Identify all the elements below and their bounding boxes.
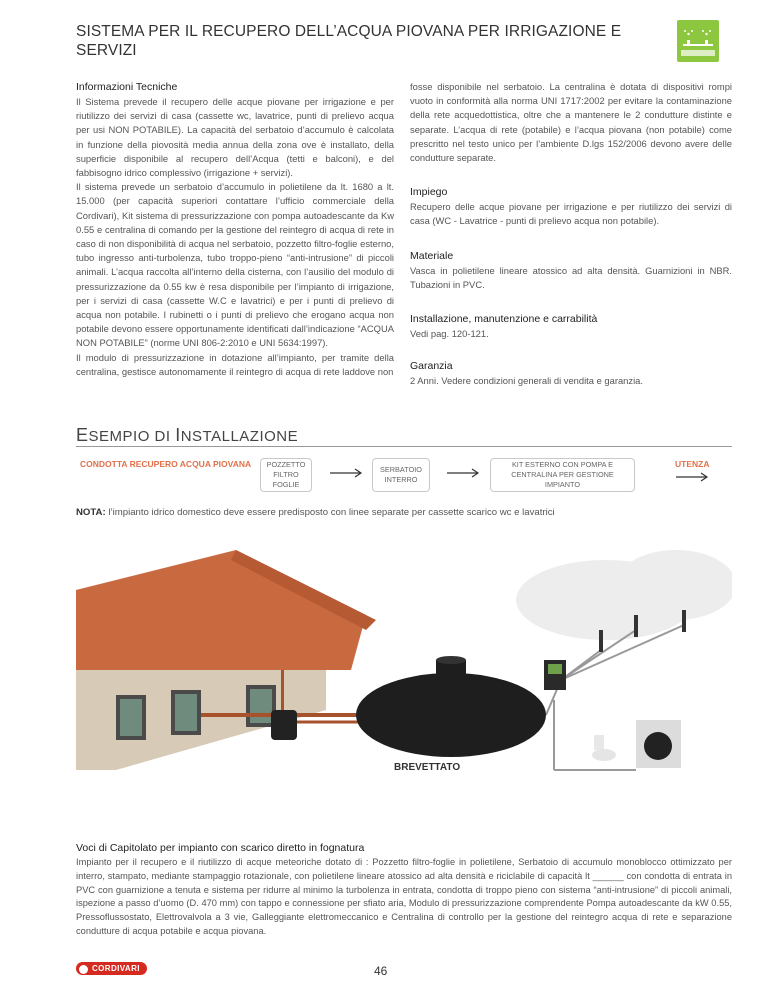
flow-start-label: CONDOTTA RECUPERO ACQUA PIOVANA: [80, 459, 252, 469]
flow-end-label: UTENZA: [675, 459, 710, 469]
filter-pot: [271, 710, 297, 740]
washing-machine: [636, 720, 681, 768]
technical-info-paragraph: Il modulo di pressurizzazione in dotazione all’impianto, per tramite della centralina, gestisce autonomamente il reintegro di acqua di rete laddove non: [76, 351, 394, 377]
section-text: 2 Anni. Vedere condizioni generali di vendita e garanzia.: [410, 375, 643, 387]
page-title: SISTEMA PER IL RECUPERO DELL’ACQUA PIOVANA PER IRRIGAZIONE E SERVIZI: [76, 23, 622, 59]
section-text: Vasca in polietilene lineare atossico ad alta densità. Guarnizioni in NBR. Tubazioni in PVC.: [410, 264, 732, 290]
cordivari-logo: [76, 960, 147, 976]
storage-tank: [356, 656, 546, 757]
installation-heading: ESEMPIO DI INSTALLAZIONE: [76, 425, 299, 445]
page-number: 46: [374, 964, 388, 978]
sprinkler: [634, 615, 638, 637]
section-title: Materiale: [410, 249, 454, 262]
technical-info-continuation: fosse disponibile nel serbatoio. La centralina è dotata di dispositivi rompi vuoto in conformità alla norma UNI 1717:2002 per evitare la contaminazione della rete acquedottistica, oltre che a mantenere le 2 condutture distinte e separate. L’acqua di rete (potabile) e l’acqua piovana (non potabile) come prescritto nel testo unico per l’ambiente D.lgs 152/2006 devono avere delle condutture separate.: [410, 81, 732, 164]
brand-logo: CORDIVARI: [76, 962, 147, 975]
flow-box-tank: SERBATOIO INTERRO: [372, 458, 430, 492]
house: [76, 550, 401, 770]
technical-info-paragraph: Il sistema prevede un serbatoio d’accumulo in polietilene da lt. 1680 a lt. 15.000 (per capacità superiori contattare l’ufficio commerciale della Cordivari), Kit sistema di pressurizzazione con pompa autoadescante da Kw 0.55 e centralina di comando per la gestione del reintegro di acqua di rete in caso di non disponibilità di acqua nel serbatoio, pozzetto filtro-foglie esterno, tubo ingresso anti-turbolenza, tubo troppo-pieno “anti-intrusione” di piccoli animali. L’acqua raccolta all’interno della cisterna, con l’ausilio del modulo di pressurizzazione da 0.55 kw è resa disponibile per l’impianto di irrigazione, per i servizi di casa (cassette W.C e lavatrici) e per i punti di prelievo di acqua non potabile. I rubinetti o i punti di prelievo che erogano acqua non potabile devono essere opportunamente identificati dall’indicazione “ACQUA NON POTABILE” (norme UNI 806-2:2010 e UNI 5634:1997).: [76, 181, 394, 349]
flow-box-kit: KIT ESTERNO CON POMPA E CENTRALINA PER GESTIONE IMPIANTO: [490, 458, 635, 492]
sprinkler: [682, 610, 686, 632]
arrow-right-icon: [676, 472, 710, 482]
arrow-right-icon: [330, 468, 364, 478]
specification-text: Impianto per il recupero e il riutilizzo di acque meteoriche dotato di : Pozzetto filtro-foglie in polietilene, Serbatoio di accumulo monoblocco ottimizzato per interro, stampato, mediante stampaggio rotazionale, con polietilene lineare atossico ad alta densità e riciclabile di capacità lt ______ con condotta di entrata in PVC con guarnizione a tenuta e sistema per ridurre al minimo la turbolenza in entrata, condotta di troppo pieno con sistema “anti-intrusione” di piccoli animali, ispezione a passo d’uomo (D. 470 mm) con tappo e connessione per sfiato aria, Modulo di pressurizzazione comprendente Pompa autoadescante da kW 0.55, Pressoflussostato, Elettrovalvola a 3 vie, Galleggiante elettromeccanico e Centralina di controllo per la gestione del reintegro acqua di rete e separazione condutture di acqua potabile e acqua piovana.: [76, 857, 732, 936]
technical-info-title: Informazioni Tecniche: [76, 81, 178, 93]
specification-title: Voci di Capitolato per impianto con scarico diretto in fognatura: [76, 842, 365, 854]
section-title: Installazione, manutenzione e carrabilità: [410, 313, 598, 326]
section-text: Vedi pag. 120-121.: [410, 328, 489, 340]
details-column: [410, 80, 732, 408]
arrow-right-icon: [447, 468, 481, 478]
installation-note: NOTA: l’impianto idrico domestico deve essere predisposto con linee separate per cassette scarico wc e lavatrici: [76, 507, 555, 518]
patent-label: BREVETTATO: [394, 762, 461, 773]
installation-illustration: [76, 530, 732, 825]
section-text: Recupero delle acque piovane per irrigazione e per riutilizzo dei servizi di casa (WC - Lavatrice - punti di prelievo acqua non potabile).: [410, 201, 732, 227]
technical-info-paragraph: Il Sistema prevede il recupero delle acque piovane per irrigazione e per riutilizzo dei servizi di casa (cassette wc, lavatrice, punti di prelievo acqua per usi NON POTABILE). La capacità del serbatoio d’accumulo è calcolata in funzione della piovosità media annua della zona ove è installato, della superficie disponibile al recupero dell’Acqua (tetti e balconi), e del fabbisogno idrico complessivo (irrigazione + servizi).: [76, 96, 394, 179]
flow-box-filter: POZZETTO FILTRO FOGLIE: [260, 458, 312, 492]
sprinkler: [599, 630, 603, 652]
section-title: Garanzia: [410, 360, 453, 373]
divider: [76, 446, 732, 447]
technical-info-column: [76, 80, 394, 379]
irrigation-icon: [677, 20, 719, 62]
toilet: [592, 735, 616, 761]
sprinkler-spray: [516, 550, 732, 640]
section-title: Impiego: [410, 186, 448, 199]
